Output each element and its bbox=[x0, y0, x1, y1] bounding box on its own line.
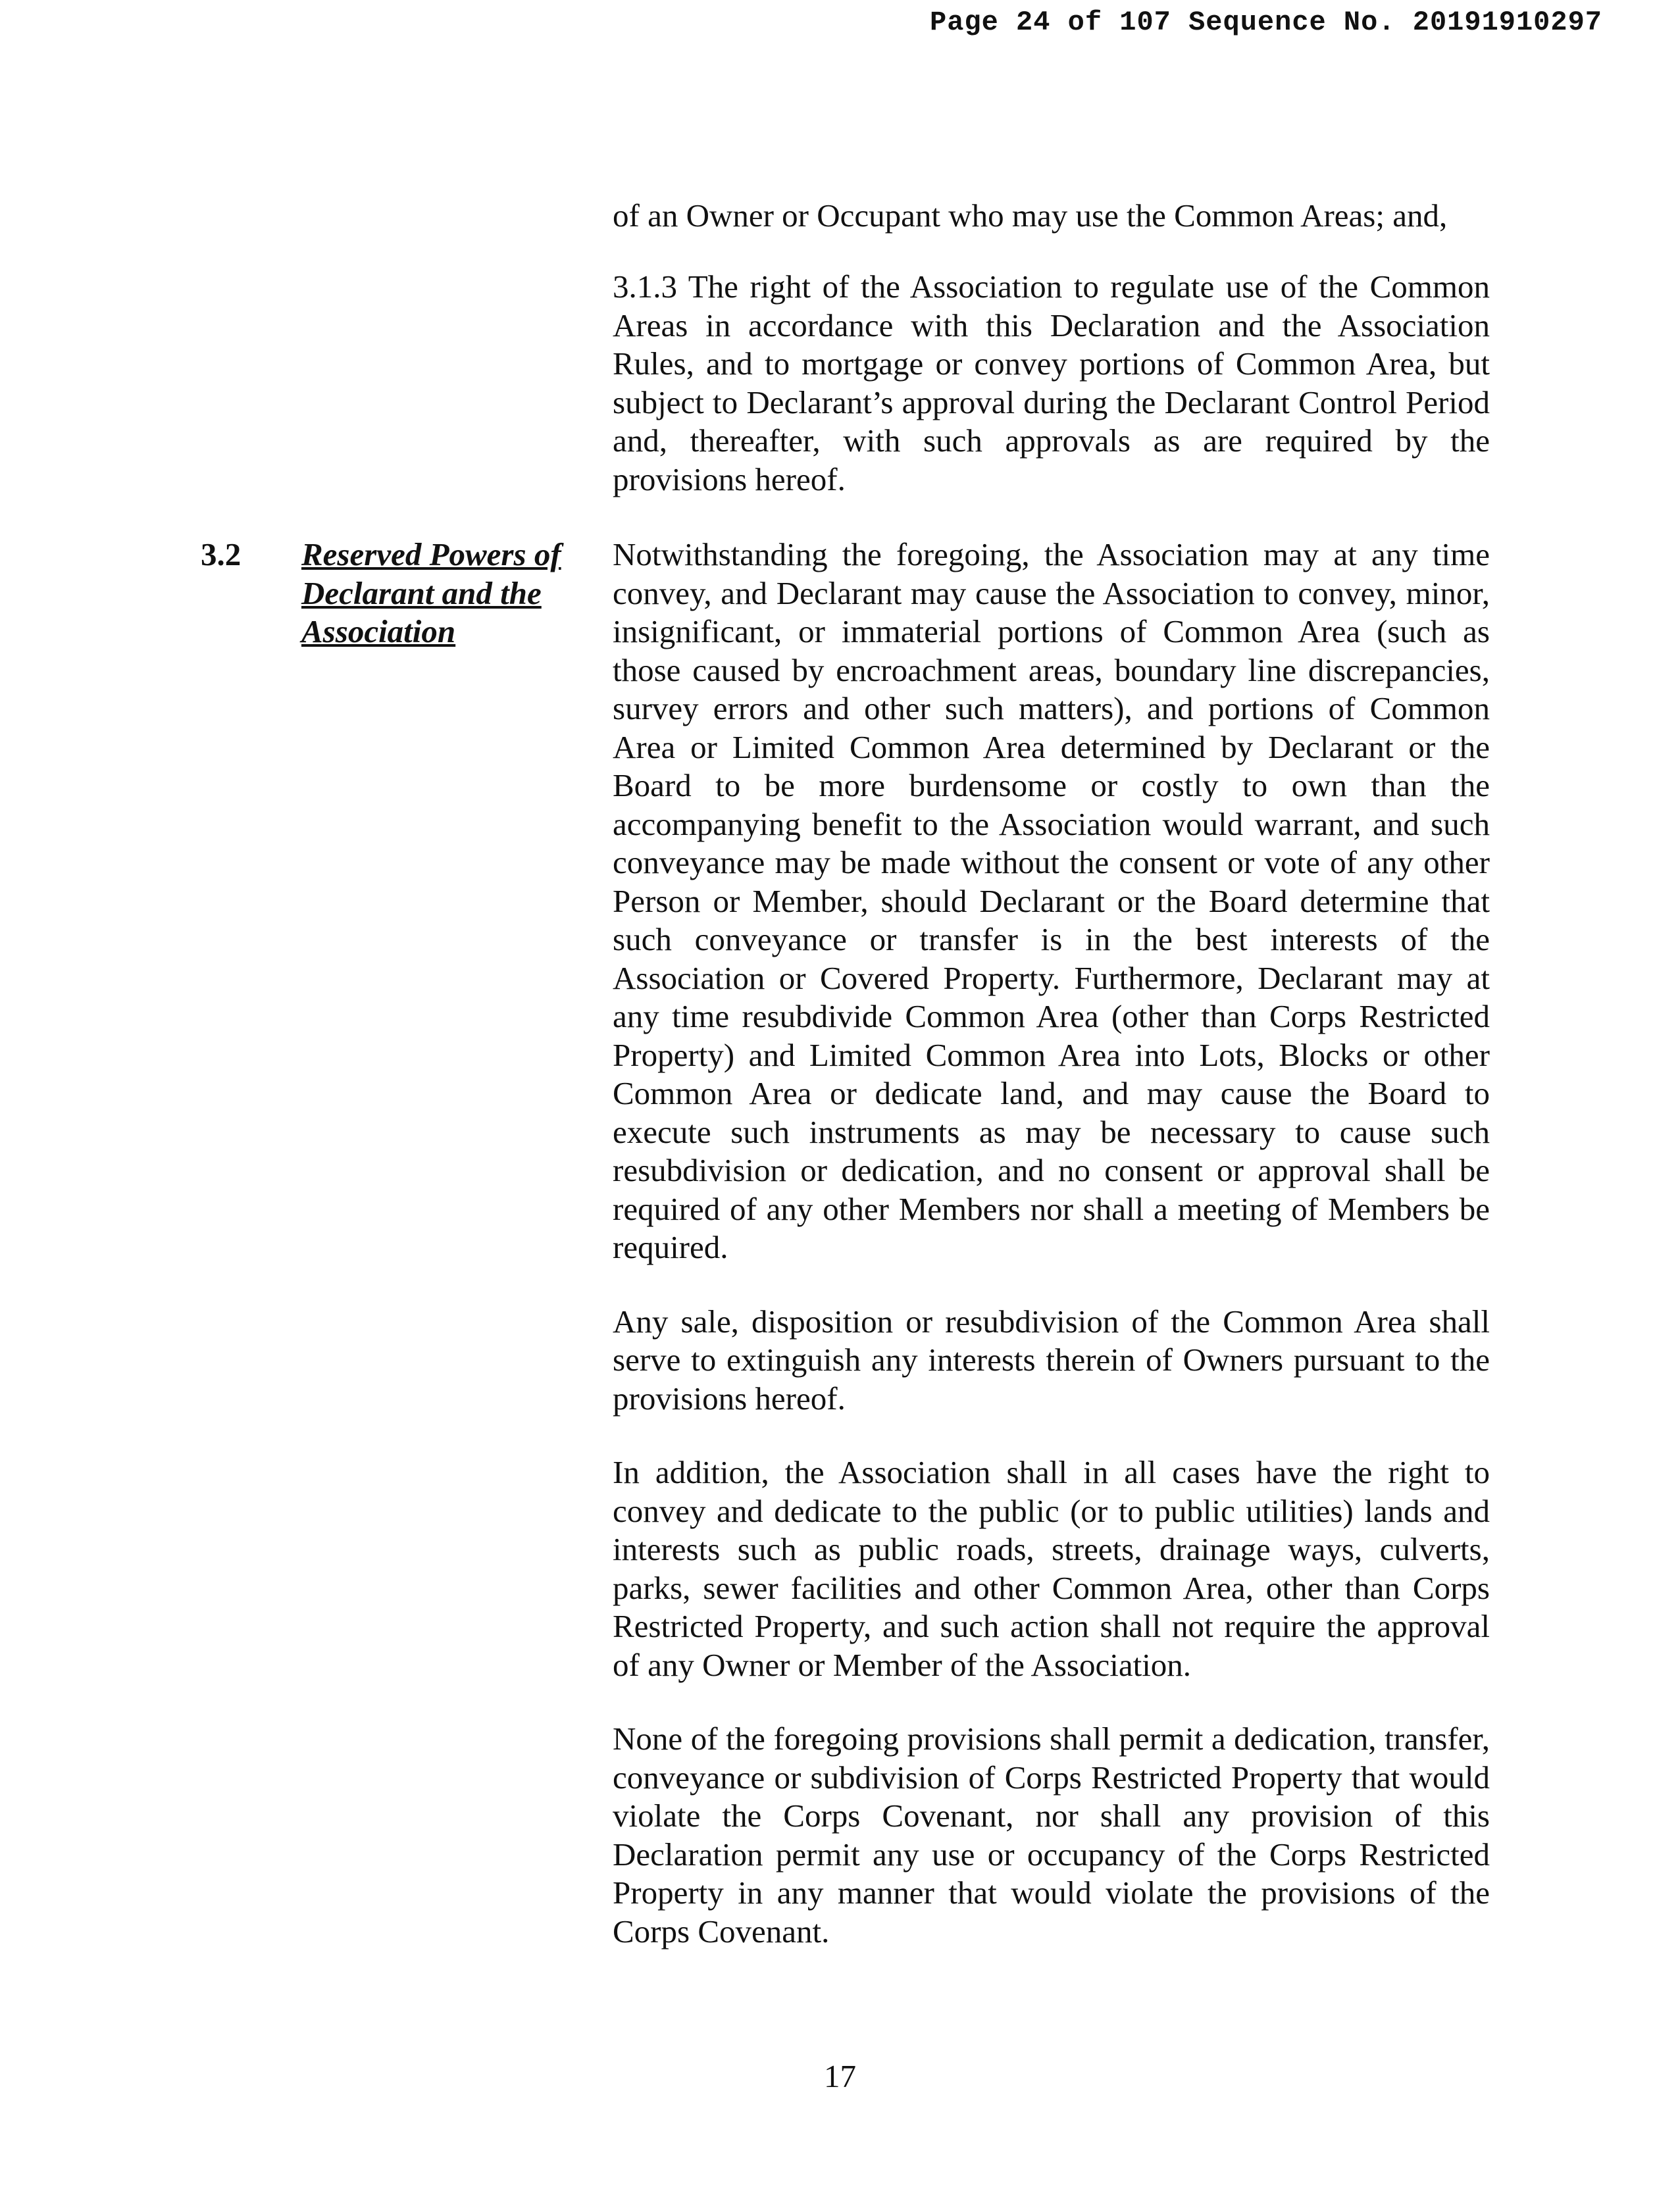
section-paragraph: In addition, the Association shall in all cases have the right to convey and dedicate to the public (or to public utilities) lands and interests such as public roads, streets, drainage ways, culverts, parks, sewer facilities and other Common Area, other than Corps Restricted Property, and such action shall not require the approval of any Owner or Member of the Association. bbox=[613, 1454, 1490, 1683]
continuation-text: of an Owner or Occupant who may use the Common Areas; and, bbox=[613, 197, 1448, 234]
section-paragraph: Any sale, disposition or resubdivision of the Common Area shall serve to extinguish any interests therein of Owners pursuant to the provisions hereof. bbox=[613, 1303, 1490, 1417]
page-header: Page 24 of 107 Sequence No. 20191910297 bbox=[930, 7, 1602, 38]
section-paragraph: None of the foregoing provisions shall permit a dedication, transfer, conveyance or subdivision of Corps Restricted Property that would violate the Corps Covenant, nor shall any provision of this Declaration permit any use or occupancy of the Corps Restricted Property in any manner that would violate the provisions of the Corps Covenant. bbox=[613, 1721, 1490, 1950]
section-paragraph: Notwithstanding the foregoing, the Association may at any time convey, and Declarant may cause the Association to convey, minor, insignificant, or immaterial portions of Common Area (such as those caused by encroachment areas, boundary line discrepancies, survey errors and other such matters), and portions of Common Area or Limited Common Area determined by Declarant or the Board to be more burdensome or costly to own than the accompanying benefit to the Association would warrant, and such conveyance may be made without the consent or vote of any other Person or Member, should Declarant or the Board determine that such conveyance or transfer is in the best interests of the Association or Covered Property. Furthermore, Declarant may at any time resubdivide Common Area (other than Corps Restricted Property) and Limited Common Area into Lots, Blocks or other Common Area or dedicate land, and may cause the Board to execute such instruments as may be necessary to cause such resubdivision or dedication, and no consent or approval shall be required of any other Members nor shall a meeting of Members be required. bbox=[613, 536, 1490, 1265]
section-number: 3.2 bbox=[201, 536, 242, 572]
section-heading: Reserved Powers of Declarant and the Association bbox=[301, 536, 561, 649]
page-number: 17 bbox=[824, 2058, 856, 2094]
section-body bbox=[613, 536, 1490, 1986]
clause-3-1-3: 3.1.3 The right of the Association to regulate use of the Common Areas in accordance with this Declaration and the Association Rules, and to mortgage or convey portions of Common Area, but subject to Declarant’s approval during the Declarant Control Period and, thereafter, with such approvals as are required by the provisions hereof. bbox=[613, 268, 1490, 497]
